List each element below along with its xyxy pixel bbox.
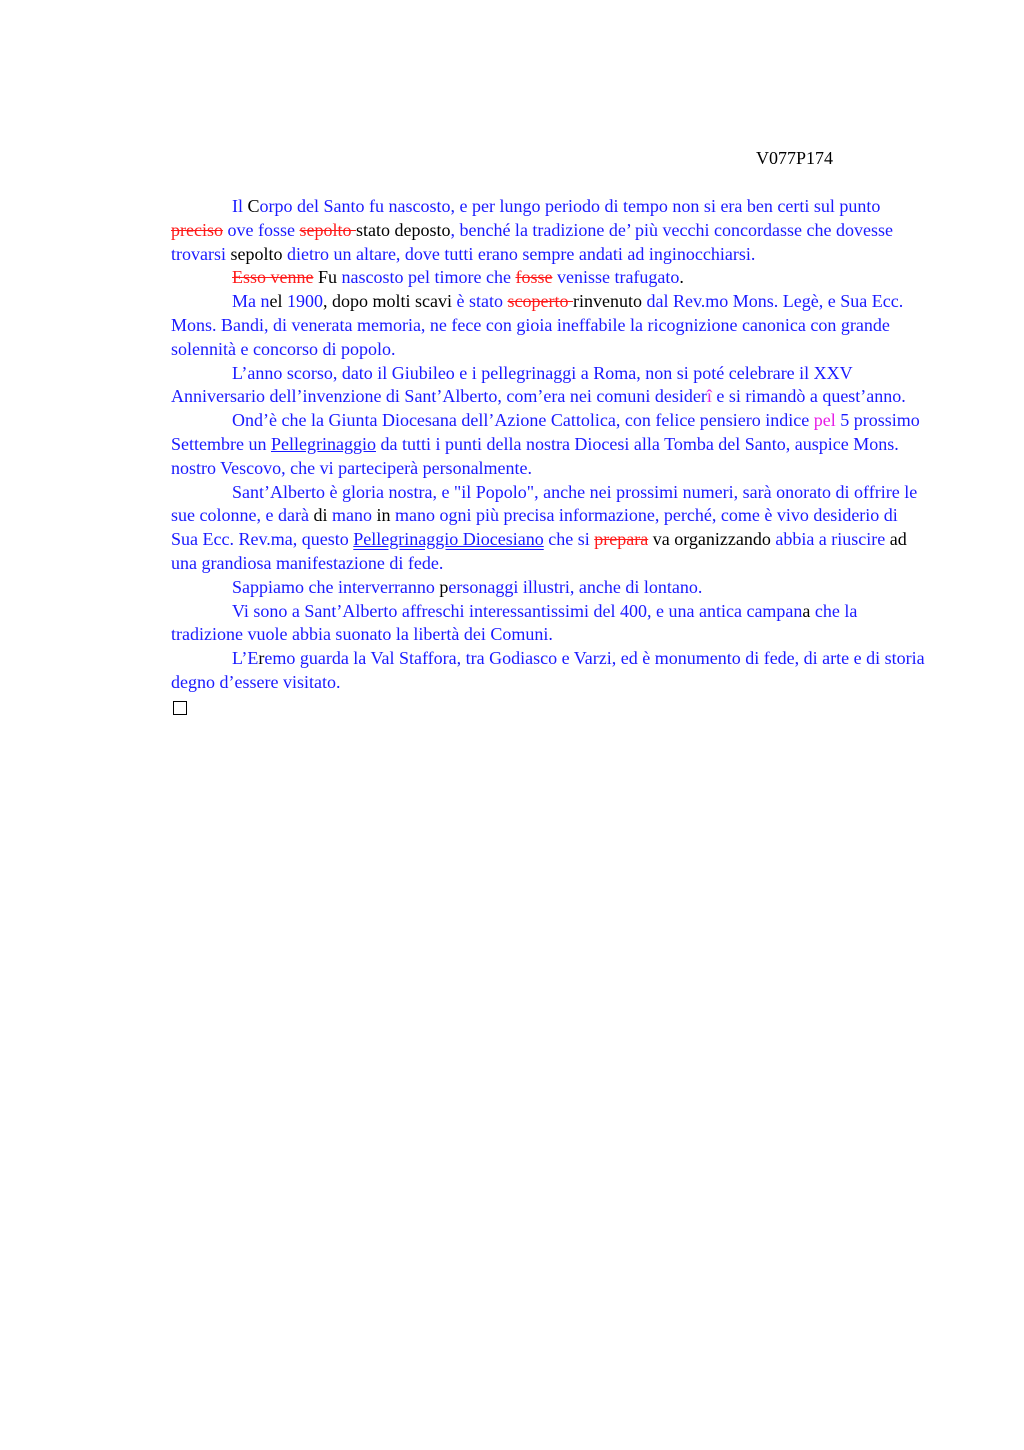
paragraph [171,409,928,480]
paragraph [171,647,928,695]
original-text-run: el [269,291,283,312]
original-text-run: p [439,576,449,597]
paragraph [171,290,928,361]
article-body [171,195,928,722]
highlight-text-run: î [706,386,712,407]
text-run: abbia a riuscire [770,529,890,550]
text-run: una grandiosa manifestazione di fede. [171,552,444,573]
paragraph [171,481,928,576]
text-run: mano [327,505,377,526]
paragraph [171,576,928,600]
text-run: che si [543,529,595,550]
text-run: che la tradizione vuole abbia suonato la libertà dei Comuni. [171,600,858,645]
original-text-run: rinvenuto [572,291,642,312]
original-text-run: di [313,505,328,526]
original-text-run: ad [889,529,907,550]
deleted-text-run: scoperto [507,291,573,312]
text-run: ove fosse [222,219,300,240]
text-run: orpo del Santo fu nascosto, e per lungo periodo di tempo non si era ben certi sul punto [259,196,881,216]
text-run: L’E [232,648,259,669]
text-run: , benché la tradizione de’ più vecchi concordasse che dovesse trovarsi [171,219,893,264]
original-text-run: , dopo molti scavi [323,291,452,312]
text-run: Ma n [232,291,270,312]
end-of-text-box [173,701,187,715]
text-run: emo guarda la Val Staffora, tra Godiasco e Varzi, ed è monumento di fede, di arte e di storia degno d’essere visitato. [171,648,925,692]
page-code: V077P174 [756,148,834,168]
deleted-text-run: fosse [515,267,553,288]
text-run: 5 prossimo Settembre un [171,410,920,454]
text-run: Sant’Alberto è gloria nostra, e "il Popolo", anche nei prossimi numeri, sarà onorato di offrire le sue colonne, e darà [171,481,918,526]
text-run: Sappiamo che interverranno [232,576,440,597]
original-text-run: Fu [313,267,337,288]
original-text-run: C [247,196,260,216]
text-run: ersonaggi illustri, anche di lontano. [448,576,703,597]
paragraph-list [171,195,928,695]
text-run: Il [232,196,248,216]
deleted-text-run: sepolto [299,219,356,240]
deleted-text-run: prepara [594,529,649,550]
text-run: dietro un altare, dove tutti erano sempre andati ad inginocchiarsi. [282,243,756,264]
paragraph [171,266,928,290]
paragraph [171,600,928,648]
text-run: dal Rev.mo Mons. Legè, e Sua Ecc. Mons. Bandi, di venerata memoria, ne fece con gioia ineffabile la ricognizione canonica con grande solennità e concorso di popolo. [171,291,904,359]
original-text-run: in [376,505,391,526]
paragraph [171,195,928,266]
text-run: nascosto pel timore che [337,267,516,288]
text-run: da tutti i punti della nostra Diocesi alla Tomba del Santo, auspice Mons. nostro Vescovo, che vi parteciperà personalmente. [171,433,899,478]
original-text-run: va organizzando [648,529,771,550]
text-run: è stato [452,291,508,312]
text-run: mano ogni più precisa informazione, perché, come è vivo desiderio di Sua Ecc. Rev.ma, questo [171,505,898,550]
deleted-text-run: preciso [171,219,223,240]
original-text-run: . [679,267,684,288]
underlined-text-run: Pellegrinaggio [270,433,376,454]
text-run: 1900 [282,291,323,312]
paragraph [171,362,928,410]
text-run: Vi sono a Sant’Alberto affreschi interessantissimi del 400, e una antica campan [232,600,803,621]
highlight-text-run: pel [813,410,836,431]
original-text-run: stato deposto [355,219,451,240]
text-run: e si rimandò a quest’anno. [711,386,906,407]
text-run: Ond’è che la Giunta Diocesana dell’Azione Cattolica, con felice pensiero indice [232,410,814,431]
original-text-run: a [802,600,811,621]
deleted-text-run: Esso venne [232,267,314,288]
double-underlined-text-run: Pellegrinaggio Diocesiano [353,529,544,550]
text-run: venisse trafugato [552,267,680,288]
original-text-run: r [258,648,265,669]
original-text-run: sepolto [230,243,283,264]
text-run: L’anno scorso, dato il Giubileo e i pellegrinaggi a Roma, non si poté celebrare il XXV Anniversario dell’invenzione di Sant’Alberto, com’era nei comuni desider [171,362,853,407]
